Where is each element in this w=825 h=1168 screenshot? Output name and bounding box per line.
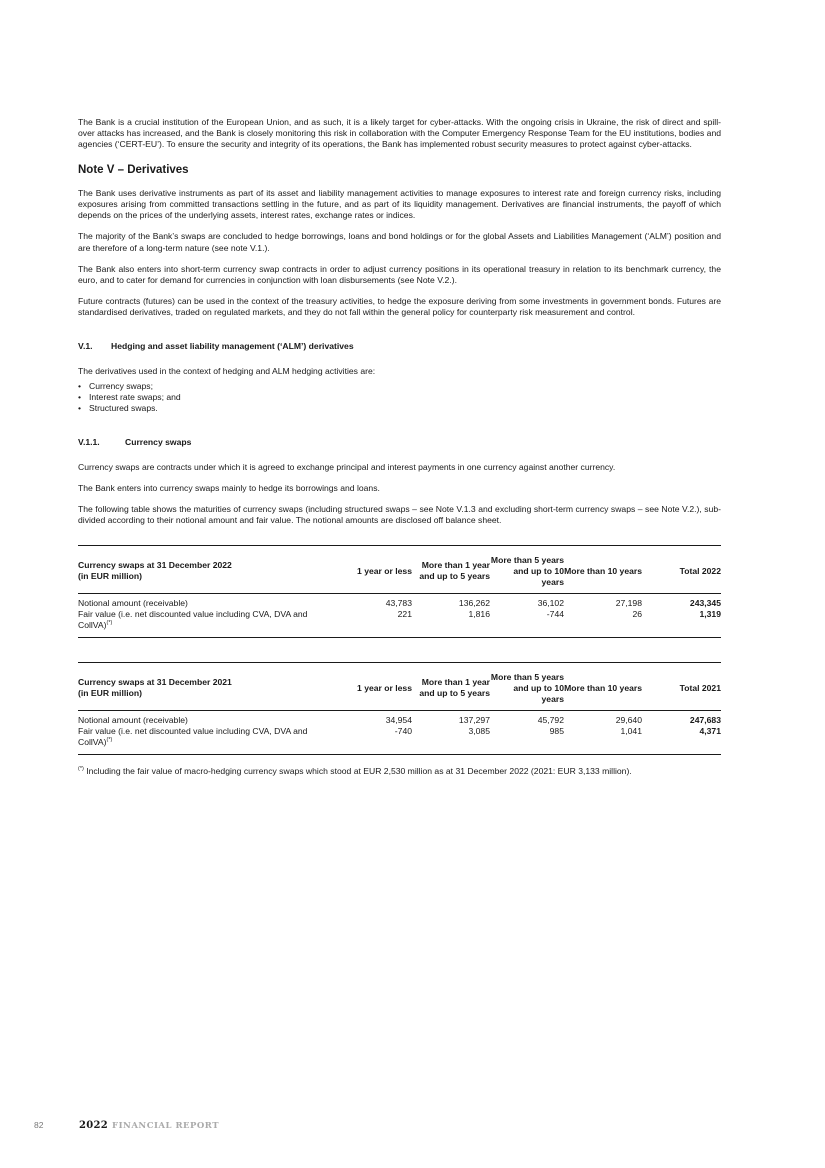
paragraph-derivatives-1: The Bank uses derivative instruments as part of its asset and liability management activities to manage exposures to interest rate and foreign currency risks, including exposures arising from committed transactions settling in the future, and as part of its liquidity management. Derivatives are financial instruments, the payoff of which depends on the prices of the underlying assets, interest rates, exchange rates or indices. bbox=[78, 187, 721, 221]
column-header: More than 5 years and up to 10 years bbox=[490, 671, 564, 704]
column-header: 1 year or less bbox=[357, 682, 412, 693]
table-cell-total: 1,319 bbox=[699, 608, 721, 619]
table-cell: 985 bbox=[549, 725, 564, 736]
table-row bbox=[78, 710, 721, 726]
table-title: Currency swaps at 31 December 2021 (in EUR million) bbox=[78, 677, 232, 699]
table-cell: 136,262 bbox=[458, 597, 490, 608]
paragraph-v11-3: The following table shows the maturities of currency swaps (including structured swaps – see Note V.1.3 and excluding short-term currency swaps – see Note V.2.), sub-divided according to their notional amount and fair value. The notional amounts are disclosed off balance sheet. bbox=[78, 504, 721, 526]
table-cell: -744 bbox=[546, 608, 564, 619]
row-label: Notional amount (receivable) bbox=[78, 714, 188, 725]
paragraph-v11-2: The Bank enters into currency swaps mainly to hedge its borrowings and loans. bbox=[78, 483, 380, 494]
column-header: 1 year or less bbox=[357, 565, 412, 576]
column-header: More than 10 years bbox=[564, 682, 642, 693]
row-label: Notional amount (receivable) bbox=[78, 597, 188, 608]
section-v1-number: V.1. bbox=[78, 340, 93, 351]
page-footer bbox=[34, 1120, 219, 1131]
section-v11-number: V.1.1. bbox=[78, 436, 100, 447]
currency-swaps-2022-table bbox=[78, 545, 721, 638]
report-label: FINANCIAL REPORT bbox=[112, 1121, 220, 1131]
table-cell: 34,954 bbox=[385, 714, 412, 725]
note-v-heading: Note V – Derivatives bbox=[78, 163, 189, 176]
column-header: More than 1 year and up to 5 years bbox=[419, 560, 490, 582]
row-label: Fair value (i.e. net discounted value including CVA, DVA and CollVA)(*) bbox=[78, 608, 308, 630]
paragraph-derivatives-3: The Bank also enters into short-term currency swap contracts in order to adjust currency positions in its operational treasury in relation to its benchmark currency, the euro, and to cater for demand for currencies in conjunction with loan disbursements (see Note V.2.). bbox=[78, 263, 721, 286]
section-v1-heading bbox=[78, 341, 721, 352]
row-label: Fair value (i.e. net discounted value including CVA, DVA and CollVA)(*) bbox=[78, 725, 308, 747]
table-cell: 27,198 bbox=[615, 597, 642, 608]
section-v1-title: Hedging and asset liability management (‘ALM’) derivatives bbox=[111, 340, 354, 351]
table-cell-total: 4,371 bbox=[699, 725, 721, 736]
table-cell: 221 bbox=[397, 608, 412, 619]
paragraph-v11-1: Currency swaps are contracts under which it is agreed to exchange principal and interest payments in one currency against another currency. bbox=[78, 461, 616, 472]
table-cell-total: 243,345 bbox=[689, 597, 721, 608]
table-cell-total: 247,683 bbox=[689, 714, 721, 725]
currency-swaps-2021-table bbox=[78, 662, 721, 755]
table-cell: 3,085 bbox=[468, 725, 490, 736]
column-header: More than 1 year and up to 5 years bbox=[419, 677, 490, 699]
paragraph-derivatives-2: The majority of the Bank’s swaps are concluded to hedge borrowings, loans and bond holdings or for the global Assets and Liabilities Management (‘ALM’) position and are therefore of a long-term nature (see note V.1.). bbox=[78, 231, 721, 253]
column-header: Total 2021 bbox=[679, 682, 721, 693]
table-cell: 36,102 bbox=[537, 597, 564, 608]
table-footnote: (*) Including the fair value of macro-hedging currency swaps which stood at EUR 2,530 million as at 31 December 2022 (2021: EUR 3,133 million). bbox=[78, 765, 632, 776]
list-item: • Interest rate swaps; and bbox=[78, 392, 721, 403]
column-header: More than 5 years and up to 10 years bbox=[490, 554, 564, 587]
page-content bbox=[78, 117, 721, 787]
section-v11-heading bbox=[78, 437, 721, 448]
paragraph-v1-intro: The derivatives used in the context of hedging and ALM hedging activities are: bbox=[78, 365, 376, 376]
table-header-row bbox=[78, 662, 721, 710]
paragraph-derivatives-4: Future contracts (futures) can be used in the context of the treasury activities, to hedge the exposure deriving from some investments in government bonds. Futures are standardised derivatives, traded on regulated markets, and they do not fall within the general policy for counterparty risk measurement and control. bbox=[78, 296, 721, 318]
table-cell: 1,816 bbox=[468, 608, 490, 619]
table-cell: 1,041 bbox=[620, 725, 642, 736]
paragraph-cyber: The Bank is a crucial institution of the European Union, and as such, it is a likely target for cyber-attacks. With the ongoing crisis in Ukraine, the risk of direct and spill-over attacks has increased, and the Bank is closely monitoring this risk in collaboration with the Computer Emergency Response Team for the EU institutions, bodies and agencies (‘CERT-EU’). To ensure the security and integrity of its operations, the Bank has implemented robust security measures to protect against cyber-attacks. bbox=[78, 117, 721, 150]
table-row bbox=[78, 609, 721, 638]
table-cell: -740 bbox=[394, 725, 412, 736]
table-cell: 26 bbox=[632, 608, 642, 619]
list-item: • Currency swaps; bbox=[78, 381, 721, 392]
derivatives-list bbox=[78, 381, 721, 415]
report-year: 2022 bbox=[79, 1120, 109, 1131]
list-item: • Structured swaps. bbox=[78, 403, 721, 414]
page-number: 82 bbox=[34, 1120, 44, 1130]
table-row bbox=[78, 726, 721, 755]
column-header: More than 10 years bbox=[564, 565, 642, 576]
table-cell: 137,297 bbox=[458, 714, 490, 725]
table-cell: 43,783 bbox=[385, 597, 412, 608]
table-title: Currency swaps at 31 December 2022 (in EUR million) bbox=[78, 560, 232, 582]
section-v11-title: Currency swaps bbox=[125, 436, 192, 447]
table-cell: 45,792 bbox=[537, 714, 564, 725]
table-row bbox=[78, 593, 721, 609]
table-cell: 29,640 bbox=[615, 714, 642, 725]
table-header-row bbox=[78, 545, 721, 593]
column-header: Total 2022 bbox=[679, 565, 721, 576]
